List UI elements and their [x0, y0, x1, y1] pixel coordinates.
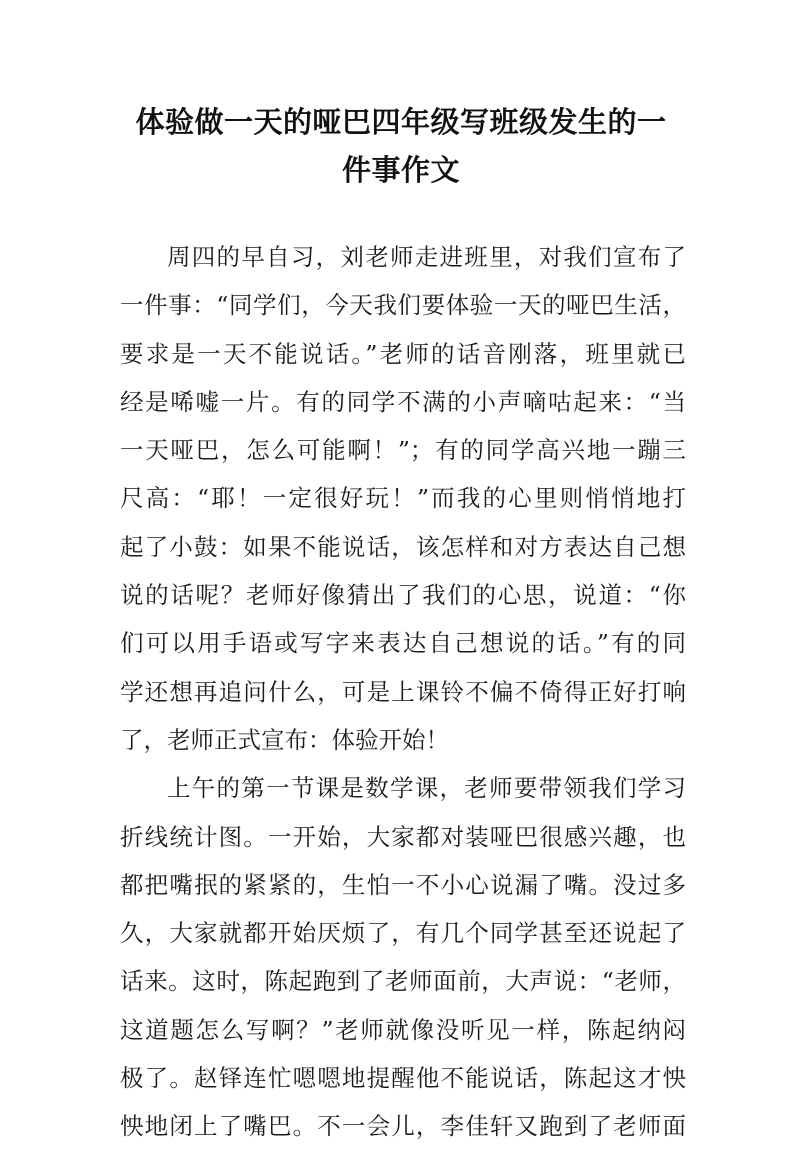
text-line: 一件事：“同学们，今天我们要体验一天的哑巴生活，: [120, 291, 686, 320]
text-line: 起了小鼓：如果不能说话，该怎样和对方表达自己想: [120, 532, 686, 561]
text-line: 一天哑巴，怎么可能啊！”；有的同学高兴地一蹦三: [120, 436, 686, 465]
text-line: 都把嘴抿的紧紧的，生怕一不小心说漏了嘴。没过多: [120, 870, 686, 899]
text-line: 周四的早自习，刘老师走进班里，对我们宣布了: [167, 243, 686, 271]
text-line: 了，老师正式宣布：体验开始！: [120, 725, 449, 754]
document-title: [118, 98, 684, 194]
text-line: 折线统计图。一开始，大家都对装哑巴很感兴趣，也: [120, 822, 686, 851]
text-line: 尺高：“耶！一定很好玩！”而我的心里则悄悄地打: [120, 484, 686, 513]
text-line: 们可以用手语或写字来表达自己想说的话。”有的同: [120, 629, 686, 658]
text-line: 久，大家就都开始厌烦了，有几个同学甚至还说起了: [120, 919, 686, 948]
text-line: 要求是一天不能说话。”老师的话音刚落，班里就已: [120, 339, 686, 368]
text-line: 话来。这时，陈起跑到了老师面前，大声说：“老师，: [120, 967, 686, 996]
text-line: 这道题怎么写啊？”老师就像没听见一样，陈起纳闷: [120, 1015, 686, 1044]
text-line: 怏地闭上了嘴巴。不一会儿，李佳轩又跑到了老师面: [120, 1112, 686, 1141]
text-line: 经是唏嘘一片。有的同学不满的小声嘀咕起来：“当: [120, 387, 686, 416]
text-line: 极了。赵铎连忙嗯嗯地提醒他不能说话，陈起这才怏: [120, 1064, 686, 1093]
paragraph-1: [120, 233, 686, 764]
text-line: 上午的第一节课是数学课，老师要带领我们学习: [167, 774, 686, 803]
document-body: [120, 233, 686, 1151]
text-line: 学还想再追问什么，可是上课铃不偏不倚得正好打响: [120, 677, 686, 706]
title-line: 件事作文: [341, 153, 460, 187]
text-line: 说的话呢？老师好像猜出了我们的心思，说道：“你: [120, 581, 686, 610]
paragraph-2: [120, 764, 686, 1150]
title-line: 体验做一天的哑巴四年级写班级发生的一: [135, 105, 667, 139]
